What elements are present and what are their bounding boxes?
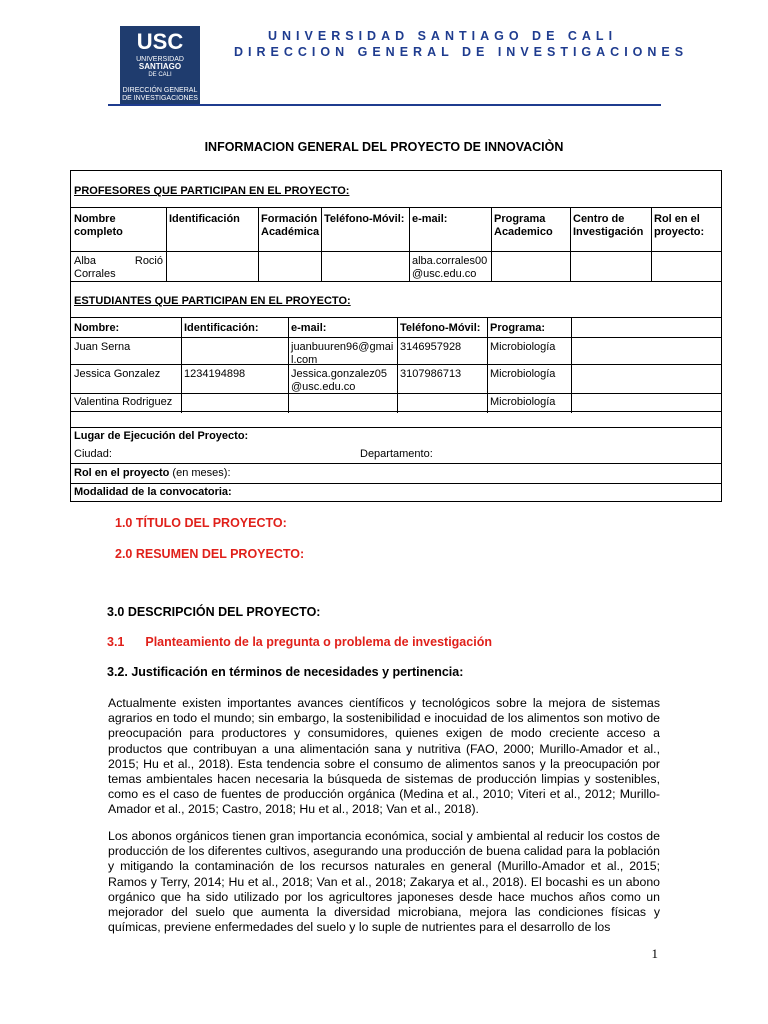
rol-suffix: (en meses): — [172, 467, 231, 479]
rol-label: Rol en el proyecto — [74, 467, 170, 479]
page-number: 1 — [651, 946, 658, 961]
prof-col-program: Programa Academico — [494, 213, 553, 238]
section-3-1-text: Planteamiento de la pregunta o problema de investigación — [145, 635, 492, 649]
stud-row-2-name: Jessica Gonzalez — [74, 368, 161, 380]
stud-col-program: Programa: — [490, 322, 546, 334]
students-section-label: ESTUDIANTES QUE PARTICIPAN EN EL PROYECTO: — [74, 295, 351, 307]
prof-row-email: alba.corrales00@usc.edu.co — [412, 255, 488, 280]
logo-dept-2: DE INVESTIGACIONES — [122, 95, 198, 102]
stud-row-1-name: Juan Serna — [74, 341, 131, 353]
stud-col-id: Identificación: — [184, 322, 259, 334]
modalidad-label: Modalidad de la convocatoria: — [74, 486, 232, 498]
usc-logo — [120, 26, 200, 104]
logo-line-2: SANTIAGO — [138, 62, 182, 71]
logo-brand: USC — [136, 29, 184, 54]
logo-line-3: DE CALI — [148, 72, 172, 78]
section-3-2-title: 3.2. Justificación en términos de necesidades y pertinencia: — [107, 665, 464, 679]
prof-col-id: Identificación — [169, 213, 240, 225]
stud-row-1-program: Microbiología — [490, 341, 556, 353]
prof-col-role: Rol en el proyecto: — [654, 213, 705, 238]
section-1-title: 1.0 TÍTULO DEL PROYECTO: — [115, 516, 287, 530]
stud-row-2-email: Jessica.gonzalez05@usc.edu.co — [291, 368, 388, 393]
logo-line-1: UNIVERSIDAD — [136, 56, 184, 63]
prof-col-education: Formación Académica — [261, 213, 320, 238]
stud-row-1-phone: 3146957928 — [400, 341, 462, 353]
stud-row-2-phone: 3107986713 — [400, 368, 462, 380]
stud-row-2-program: Microbiología — [490, 368, 556, 380]
ciudad-label: Ciudad: — [74, 448, 112, 460]
stud-col-phone: Teléfono-Móvil: — [400, 322, 481, 334]
section-3-1-number: 3.1 — [107, 635, 125, 649]
logo-dept-1: DIRECCIÓN GENERAL — [122, 87, 198, 94]
section-2-title: 2.0 RESUMEN DEL PROYECTO: — [115, 547, 305, 561]
stud-col-name: Nombre: — [74, 322, 120, 334]
stud-row-3-name: Valentina Rodriguez — [74, 396, 173, 408]
prof-col-email: e-mail: — [412, 213, 448, 225]
prof-col-phone: Teléfono-Móvil: — [324, 213, 405, 225]
page-title: INFORMACION GENERAL DEL PROYECTO DE INNOVACIÒN — [204, 140, 564, 154]
prof-col-center: Centro de Investigación — [573, 213, 644, 238]
division-name: DIRECCION GENERAL DE INVESTIGACIONES — [234, 45, 689, 59]
university-name: UNIVERSIDAD SANTIAGO DE CALI — [268, 29, 618, 43]
prof-row-name: Alba Roció Corrales — [74, 255, 163, 280]
stud-row-2-id: 1234194898 — [184, 368, 246, 380]
section-3-1-title — [107, 635, 492, 649]
prof-col-name: Nombre completo — [74, 213, 123, 238]
departamento-label: Departamento: — [360, 448, 433, 460]
section-3-title: 3.0 DESCRIPCIÓN DEL PROYECTO: — [107, 605, 321, 619]
lugar-label: Lugar de Ejecución del Proyecto: — [74, 430, 249, 442]
stud-row-3-program: Microbiología — [490, 396, 556, 408]
stud-col-email: e-mail: — [291, 322, 327, 334]
rol-row — [71, 465, 471, 482]
professors-section-label: PROFESORES QUE PARTICIPAN EN EL PROYECTO: — [74, 185, 350, 197]
project-info-table — [70, 170, 722, 502]
header-rule — [108, 104, 661, 106]
paragraph-2: Los abonos orgánicos tienen gran importancia económica, social y ambiental al reducir los costos de producción de los diferentes cultivos, asegurando una producción de buena calidad para la población y mitigando la contaminación de los recursos naturales en general (Murillo-Amador et al., 2015; Ramos y Terry, 2014; Hu et al., 2018; Van et al., 2018; Zakarya et al., 2018). El bocashi es un abono orgánico que ha sido utilizado por los agricultores japoneses desde hace muchos años como un mejorador del suelo que aumenta la diversidad microbiana, mejora las condiciones físicas y químicas, previene enfermedades del suelo y lo suple de nutrientes para el desarrollo de los — [108, 829, 660, 935]
paragraph-1: Actualmente existen importantes avances científicos y tecnológicos sobre la mejora de sistemas agrarios en todo el mundo; sin embargo, la sostenibilidad e inocuidad de los alimentos son motivo de preocupación para productores y consumidores, quienes exigen de modo creciente acceso a productos que contribuyan a una alimentación sana y nutritiva (FAO, 2000; Murillo-Amador et al., 2015; Hu et al., 2018). Esta tendencia sobre el consumo de alimentos sanos y la preocupación por temas ambientales hacen necesaria la búsqueda de sistemas de producción limpias y sostenibles, como es el caso de fuentes de producción orgánica (Medina et al., 2010; Viteri et al., 2012; Murillo-Amador et al., 2015; Castro, 2018; Hu et al., 2018; Van et al., 2018). — [108, 696, 660, 817]
stud-row-1-email: juanbuuren96@gmail.com — [291, 341, 394, 366]
